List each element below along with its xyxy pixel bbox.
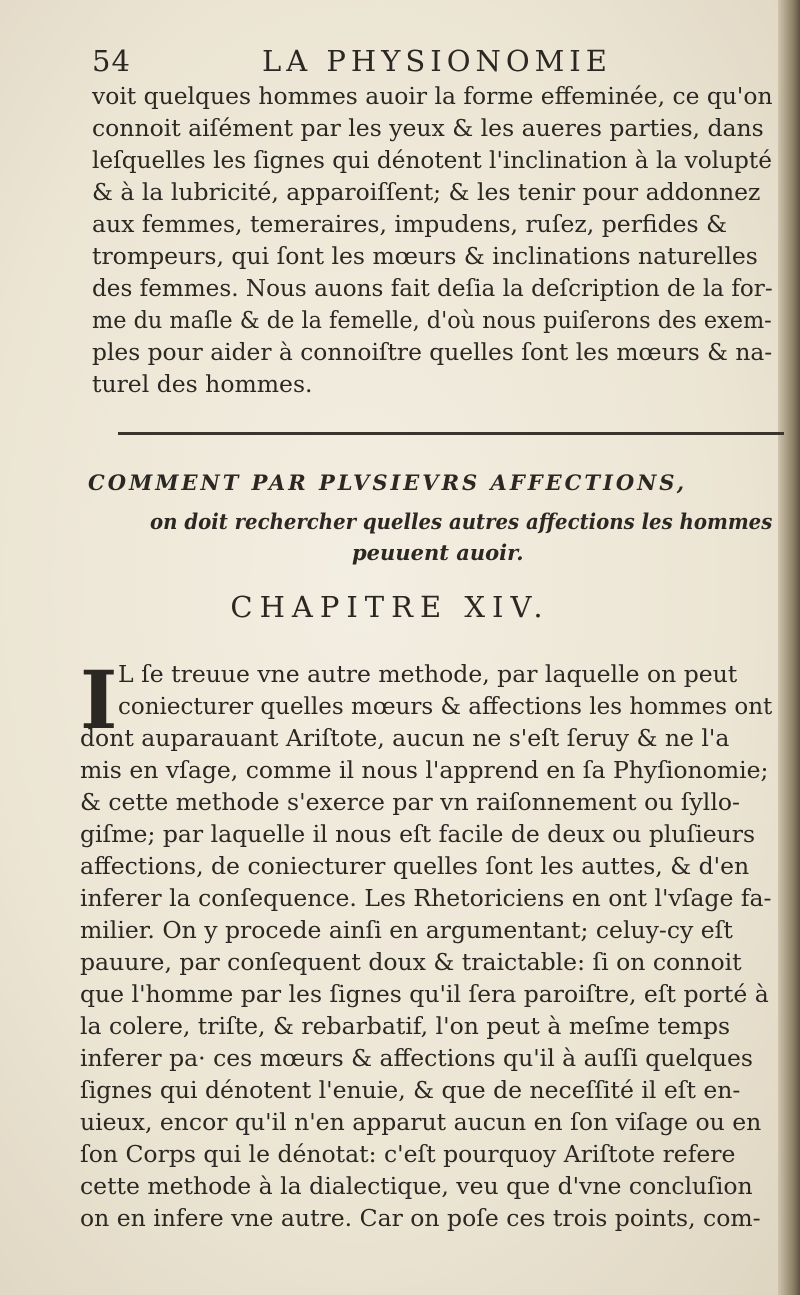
text-line: mis en vſage, comme il nous l'apprend en ſa Phyſionomie; — [80, 756, 769, 784]
page-number: 54 — [92, 44, 131, 78]
text-line: que l'homme par les ſignes qu'il ſera paroiſtre, eſt porté à — [80, 980, 769, 1008]
chapter-heading: CHAPITRE XIV. — [230, 590, 550, 624]
text-line: uieux, encor qu'il n'en apparut aucun en ſon viſage ou en — [80, 1108, 762, 1136]
text-line: turel des hommes. — [92, 370, 313, 398]
text-line: on en infere vne autre. Car on poſe ces trois points, com- — [80, 1204, 761, 1232]
text-line: coniecturer quelles mœurs & affections les hommes ont — [118, 692, 773, 720]
text-line: trompeurs, qui ſont les mœurs & inclinations naturelles — [92, 242, 758, 270]
text-line: affections, de coniecturer quelles ſont les auttes, & d'en — [80, 852, 750, 880]
text-line: & à la lubricité, apparoiſſent; & les tenir pour addonnez — [92, 178, 761, 206]
text-line: aux femmes, temeraires, impudens, ruſez, perfides & — [92, 210, 728, 238]
drop-capital: I — [80, 653, 118, 747]
text-line: cette methode à la dialectique, veu que d'vne concluſion — [80, 1172, 753, 1200]
text-line: & cette methode s'exerce par vn raiſonnement ou ſyllo- — [80, 788, 740, 816]
text-line: connoit aiſément par les yeux & les aueres parties, dans — [92, 114, 764, 142]
section-subtitle-line: on doit rechercher quelles autres affections les hommes — [150, 509, 773, 534]
text-line: ſignes qui dénotent l'enuie, & que de neceſſité il eſt en- — [80, 1076, 741, 1104]
running-head: LA PHYSIONOMIE — [262, 44, 612, 78]
text-line: ples pour aider à connoiſtre quelles ſont les mœurs & na- — [92, 338, 773, 366]
text-line: giſme; par laquelle il nous eſt facile de deux ou pluſieurs — [80, 820, 756, 848]
section-subtitle-line: peuuent auoir. — [352, 540, 524, 565]
text-line: ſon Corps qui le dénotat: c'eſt pourquoy Ariſtote refere — [80, 1140, 736, 1168]
text-line: inferer pa· ces mœurs & affections qu'il à auſſi quelques — [80, 1044, 753, 1072]
text-line: milier. On y procede ainſi en argumentant; celuy-cy eſt — [80, 916, 733, 944]
text-line: des femmes. Nous auons fait deſia la deſcription de la for- — [92, 274, 773, 302]
section-title: COMMENT PAR PLVSIEVRS AFFECTIONS, — [88, 470, 688, 495]
text-line: leſquelles les ſignes qui dénotent l'inclination à la volupté — [92, 146, 772, 174]
page-header — [92, 44, 732, 80]
text-line: inferer la conſequence. Les Rhetoriciens en ont l'vſage fa- — [80, 884, 772, 912]
text-line: L ſe treuue vne autre methode, par laquelle on peut — [118, 660, 738, 688]
text-line: voit quelques hommes auoir la forme effeminée, ce qu'on — [92, 82, 773, 110]
text-line: dont auparauant Ariſtote, aucun ne s'eſt ſeruy & ne l'a — [80, 724, 730, 752]
text-line: la colere, triſte, & rebarbatif, l'on peut à meſme temps — [80, 1012, 731, 1040]
section-divider-rule — [118, 432, 784, 435]
book-spine-shadow — [778, 0, 800, 1295]
text-line: pauure, par conſequent doux & traictable: ſi on connoit — [80, 948, 742, 976]
text-line: me du maſle & de la femelle, d'où nous puiſerons des exem- — [92, 306, 772, 334]
